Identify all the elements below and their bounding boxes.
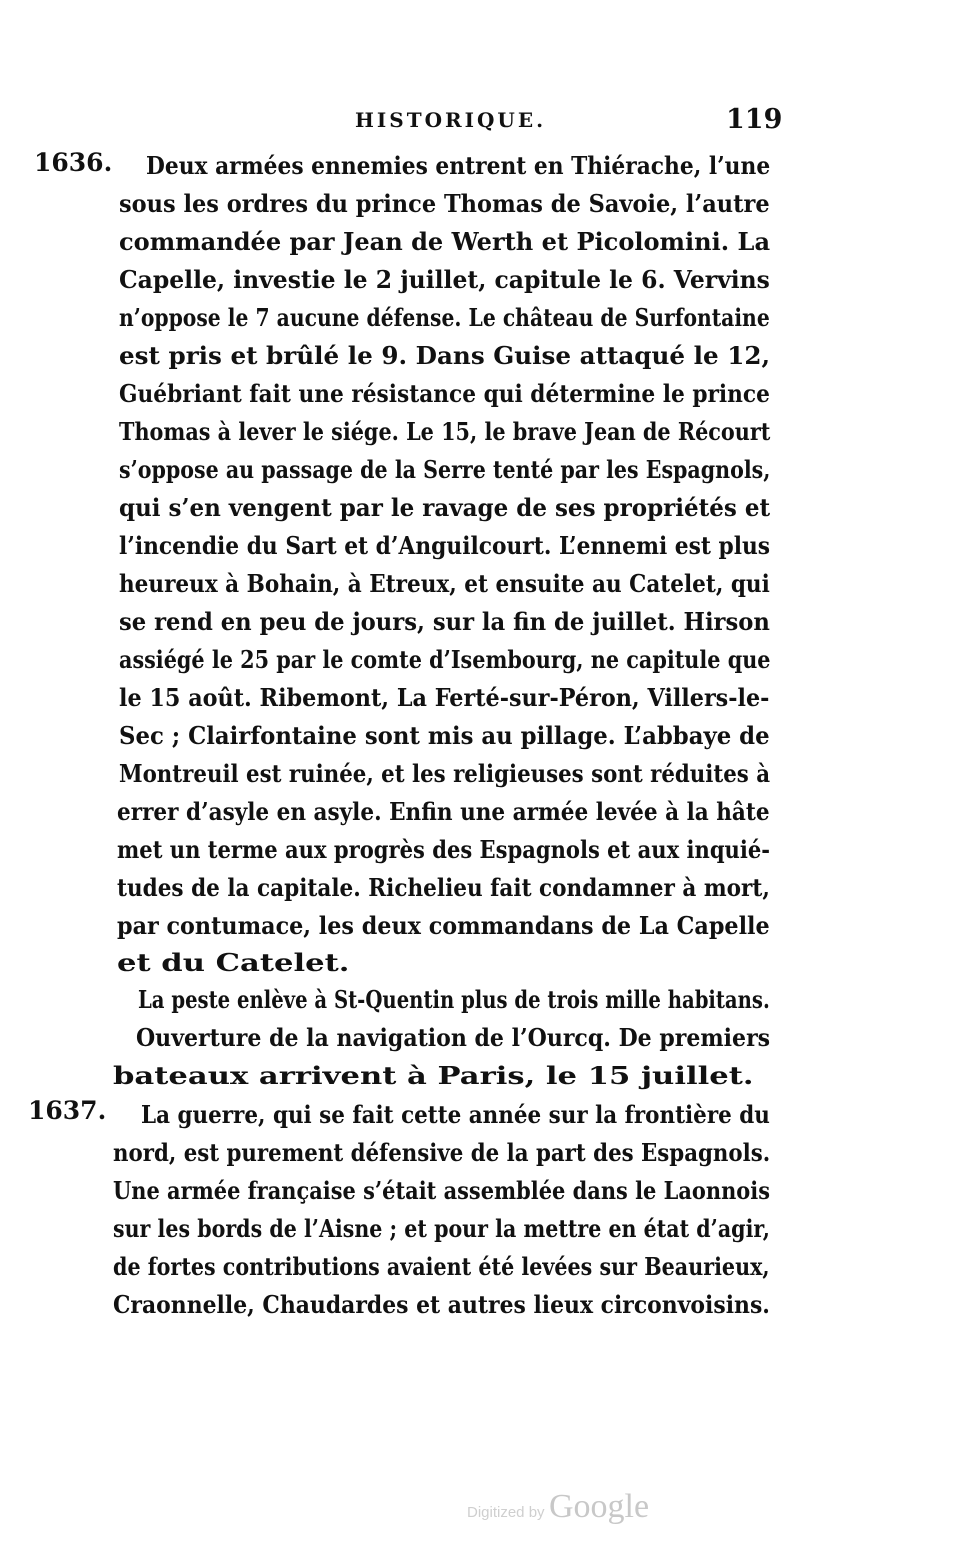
text-line: La guerre, qui se fait cette année sur la frontière du [141,1100,770,1129]
text-line: se rend en peu de jours, sur la fin de juillet. Hirson [119,607,770,636]
text-line: le 15 août. Ribemont, La Ferté-sur-Péron, Villers-le- [119,683,770,712]
text-line: errer d’asyle en asyle. Enfin une armée levée à la hâte [117,797,770,826]
page-number: 119 [726,104,783,135]
text-line: commandée par Jean de Werth et Picolomini. La [119,227,771,256]
text-line: assiégé le 25 par le comte d’Isembourg, ne capitule que [119,645,771,674]
text-line: Ouverture de la navigation de l’Ourcq. De premiers [136,1023,771,1052]
digitized-by-label: Digitized by [467,1504,545,1521]
text-line: et du Catelet. [117,948,350,977]
text-line: qui s’en vengent par le ravage de ses propriétés et [119,493,771,522]
google-logo: Google [549,1488,650,1525]
text-line: sur les bords de l’Aisne ; et pour la mettre en état d’agir, [113,1214,770,1243]
text-line: met un terme aux progrès des Espagnols et aux inquié- [117,835,771,864]
text-line: tudes de la capitale. Richelieu fait condamner à mort, [117,873,770,902]
text-line: Deux armées ennemies entrent en Thiérache, l’une [146,151,771,180]
text-line: est pris et brûlé le 9. Dans Guise attaqué le 12, [119,341,771,370]
text-line: n’oppose le 7 aucune défense. Le château de Surfontaine [119,303,770,332]
text-line: sous les ordres du prince Thomas de Savoie, l’autre [119,189,770,218]
text-line: Thomas à lever le siége. Le 15, le brave Jean de Récourt [119,417,771,446]
text-line: Montreuil est ruinée, et les religieuses sont réduites à [119,759,771,788]
text-line: heureux à Bohain, à Etreux, et ensuite au Catelet, qui [119,569,770,598]
text-line: par contumace, les deux commandans de La Capelle [117,911,770,940]
text-line: l’incendie du Sart et d’Anguilcourt. L’ennemi est plus [119,531,771,560]
text-line: La peste enlève à St-Quentin plus de trois mille habitans. [138,985,770,1014]
running-head [0,104,965,138]
running-title: HISTORIQUE. [355,108,547,132]
text-line: s’oppose au passage de la Serre tenté par les Espagnols, [119,455,771,484]
year-label: 1636. [34,148,113,177]
text-line: nord, est purement défensive de la part des Espagnols. [113,1138,771,1167]
text-line: Sec ; Clairfontaine sont mis au pillage. L’abbaye de [119,721,770,750]
google-watermark [467,1488,649,1526]
text-line: Capelle, investie le 2 juillet, capitule le 6. Vervins [119,265,770,294]
text-line: bateaux arrivent à Paris, le 15 juillet. [113,1061,754,1090]
text-line: Craonnelle, Chaudardes et autres lieux circonvoisins. [113,1290,770,1319]
text-line: Guébriant fait une résistance qui détermine le prince [119,379,770,408]
text-line: Une armée française s’était assemblée dans le Laonnois [113,1176,770,1205]
year-label: 1637. [28,1096,107,1125]
text-line: de fortes contributions avaient été levées sur Beaurieux, [113,1252,770,1281]
